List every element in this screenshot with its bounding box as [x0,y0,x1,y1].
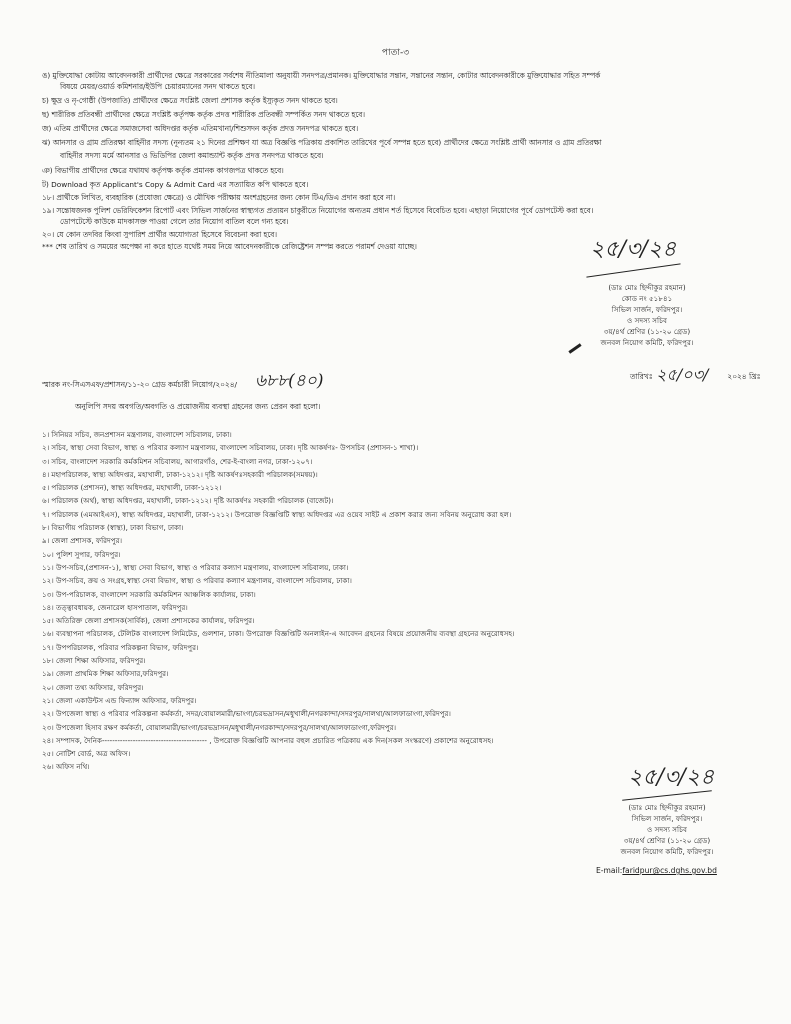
signature-2-name: (ডাঃ মোঃ ছিদ্দীকুর রহমান) [628,803,706,812]
condition-line: ১৮। প্রার্থীকে লিখিত, ব্যবহারিক (প্রযোজ্য ক্ষেত্রে) ও মৌখিক পরীক্ষায় অংশগ্রহনের জন্য কোন টিএ/ডিএ প্রদান করা হবে না। [42,193,396,202]
list-item: ১১। উপ-সচিব,(প্রশাসন-১), স্বাস্থ্য সেবা বিভাগ, স্বাস্থ্য ও পরিবার কল্যাণ মন্ত্রণালয়, বাংলাদেশ সচিবালয়, ঢাকা। [42,562,349,572]
condition-line: চ) ক্ষুদ্র ও নৃ-গোষ্ঠী (উপজাতি) প্রার্থীদের ক্ষেত্রে সংশ্লিষ্ট জেলা প্রশাসক কর্তৃক ইস্যুকৃত সনদ থাকতে হবে। [42,96,338,105]
signature-2-block [592,802,742,857]
condition-line: ২০। যে কোন তদবির কিংবা সুপারিশ প্রার্থীর অযোগ্যতা হিসেবে বিবেচনা করা হবে। [42,230,277,239]
email-label: E-mail: [596,866,623,875]
signature-1-name: (ডাঃ মোঃ ছিদ্দীকুর রহমান) [608,283,686,292]
list-item: ২১। জেলা একাউন্টস এন্ড ফিন্যান্স অফিসার, ফরিদপুর। [42,695,197,705]
list-item: ৯। জেলা প্রশাসক, ফরিদপুর। [42,536,123,546]
condition-line: ঞ) বিভাগীয় প্রার্থীদের ক্ষেত্রে যথাযথ কর্তৃপক্ষ কর্তৃক প্রমানক কাগজপত্র থাকতে হবে। [42,166,284,175]
signature-1-role: ও সদস্য সচিব [627,316,667,325]
condition-line: বিষয়ে মেয়র/ওয়ার্ড কমিশনার/ইউপি চেয়ারম্যানের সনদ থাকতে হবে। [60,82,255,91]
memo-date-label: তারিখঃ [630,372,653,381]
copy-intro: অনুলিপি সদয় অবগতি/অবগতি ও প্রয়োজনীয় ব্যবস্থা গ্রহনের জন্য প্রেরন করা হলো। [75,402,321,411]
list-item: ১৮। জেলা শিক্ষা অফিসার, ফরিদপুর। [42,656,146,666]
condition-line: ট) Download কৃত Applicant's Copy & Admit Card এর সত্যায়িত কপি থাকতে হবে। [42,180,309,189]
list-item: ১৯। জেলা প্রাথমিক শিক্ষা অফিসার,ফরিদপুর। [42,669,169,679]
signature-2-handwriting-text: ২৫/৩/২৪ [628,765,715,790]
list-item: ১৪। তত্ত্বাবধায়ক, জেনারেল হাসপাতাল, ফরিদপুর। [42,602,188,612]
list-item: ১৭। উপপরিচালক, পরিবার পরিকল্পনা বিভাগ, ফরিদপুর। [42,642,199,652]
list-item: ৬। পরিচালক (অর্থ), স্বাস্থ্য অধিদপ্তর, মহাখালী, ঢাকা-১২১২। দৃষ্টি আকর্ষণঃ সহকারী পরিচালক (বাজেট)। [42,496,334,506]
list-item: ২৪। সম্পাদক, দৈনিক----------------------------------------- , উপরোক্ত বিজ্ঞপ্তিটি আপনার বহুল প্রচারিত পত্রিকায় এক দিন(সকল সংস্করণে) প্রকাশের অনুরোধসহ। [42,735,494,745]
condition-line: জ) এতিম প্রার্থীদের ক্ষেত্রে সমাজসেবা অধিদপ্তর কর্তৃক এতিমখানা/শিশুসদন কর্তৃক প্রদত্ত সনদপত্র থাকতে হবে। [42,124,359,133]
condition-line: ঙ) মুক্তিযোদ্ধা কোটায় আবেদনকারী প্রার্থীদের ক্ষেত্রে সরকারের সর্বশেষ নীতিমালা অনুযায়ী সনদপত্র/প্রমানক। মুক্তিযোদ্ধার সন্তান, সন্তানের সন্তান, কোটার আবেদনকারীকে মুক্তিযোদ্ধার সহিত সম্পর্ক [42,71,601,80]
list-item: ১৬। ব্যবস্থাপনা পরিচালক, টেলিটক বাংলাদেশ লিমিটেড, গুলশান, ঢাকা। উপরোক্ত বিজ্ঞপ্তিটি অনলাইন-এ আবেদন গ্রহনের বিষয়ে প্রয়োজনীয় ব্যবস্থা গ্রহনের অনুরোধসহ। [42,629,515,639]
signature-2-committee: জনবল নিয়োগ কমিটি, ফরিদপুর। [620,847,714,856]
condition-line: *** শেষ তারিখ ও সময়ের অপেক্ষা না করে হাতে যথেষ্ট সময় নিয়ে আবেদনকারীকে রেজিষ্ট্রেশন সম্পন্ন করতে পরামর্শ দেওয়া যাচ্ছে। [42,242,417,251]
signature-1-handwriting-text: ২৫/৩/২৪ [590,237,677,262]
email-link[interactable]: faridpur@cs.dghs.gov.bd [622,866,717,875]
list-item: ২৫। নোটিশ বোর্ড, অত্র অফিস। [42,749,131,759]
signature-1-grade: ৩য়/৪র্থ শ্রেণির (১১-২০ গ্রেড) [603,327,691,336]
distribution-list [42,428,515,774]
memo-date-suffix: ২০২৪ খ্রিঃ [727,372,761,381]
list-item: ৮। বিভাগীয় পরিচালক (স্বাস্থ্য), ঢাকা বিভাগ, ঢাকা। [42,523,184,533]
condition-line: ডোপটেস্টে কাউকে মাদকাসক্ত পাওয়া গেলে তার নিয়োগ বাতিল বলে গন্য হবে। [60,217,289,226]
condition-line: ১৯। সন্তোষজনক পুলিশ ভেরিফিকেশন রিপোর্ট এবং সিভিল সার্জনের স্বাস্থ্যগত প্রত্যয়ন চাকুরীতে নিয়োগের অন্যতম প্রধান শর্ত হিসেবে বিবেচিত হবে। এছাড়া নিয়োগের পূর্বে ডোপটেস্ট করা হবে। [42,206,594,215]
list-item: ১০। পুলিশ সুপার, ফরিদপুর। [42,549,121,559]
condition-line: ছ) শারীরিক প্রতিবন্ধী প্রার্থীদের ক্ষেত্রে সংশ্লিষ্ট কর্তৃপক্ষ কর্তৃক প্রদত্ত শারীরিক প্রতিবন্ধী সম্পর্কিত সনদ থাকতে হবে। [42,110,365,119]
list-item: ২৩। উপজেলা হিসাব রক্ষণ কর্মকর্তা, বোয়ালমারী/ভাংগা/চরভদ্রাসন/মধুখালী/নগরকান্দা/সদরপুর/সালথা/আলফাডাংগা,ফরিদপুর। [42,722,397,732]
page-number: পাতা-৩ [381,48,410,58]
list-item: ১২। উপ-সচিব, ক্রয় ও সংগ্রহ,স্বাস্থ্য সেবা বিভাগ, স্বাস্থ্য ও পরিবার কল্যাণ মন্ত্রণালয়, বাংলাদেশ সচিবালয়, ঢাকা। [42,576,352,586]
condition-line: বাহিনীর সদস্য মর্মে আনসার ও ভিডিপির জেলা কমান্ড্যান্ট কর্তৃক প্রদত্ত সনদপত্র থাকতে হবে। [60,151,324,160]
memo-number-label: স্মারক নং-সিএসএফ/প্রশাসন/১১-২০ গ্রেড কর্মচারী নিয়োগ/২০২৪/ [42,380,238,389]
email-line [596,866,717,875]
list-item: ৩। সচিব, বাংলাদেশ সরকারি কর্মকমিশন সচিবালয়, আগারগাঁও, শের-ই-বাংলা নগর, ঢাকা-১২০৭। [42,456,313,466]
list-item: ৪। মহাপরিচালক, স্বাস্থ্য অধিদপ্তর, মহাখালী, ঢাকা-১২১২। দৃষ্টি আকর্ষণঃসহকারী পরিচালক(সমন্বয়)। [42,469,318,479]
signature-2-grade: ৩য়/৪র্থ শ্রেণির (১১-২০ গ্রেড) [623,836,711,845]
memo-number-handwritten: ৬৮৮(৪০) [255,371,324,391]
list-item: ১। সিনিয়র সচিব, জনপ্রশাসন মন্ত্রণালয়, বাংলাদেশ সচিবালয়, ঢাকা। [42,430,232,439]
signature-1-committee: জনবল নিয়োগ কমিটি, ফরিদপুর। [600,338,694,347]
signature-1-code: কোড নং ৫১৮৪১ [621,294,673,303]
memo-date-handwritten: ২৫/০৩/ [656,365,709,384]
list-item: ২। সচিব, স্বাস্থ্য সেবা বিভাগ, স্বাস্থ্য ও পরিবার কল্যাণ মন্ত্রণালয়, বাংলাদেশ সচিবালয়, ঢাকা। দৃষ্টি আকর্ষণঃ- উপসচিব (প্রশাসন-১ শাখা)। [42,443,419,453]
list-item: ১৫। অতিরিক্ত জেলা প্রশাসক(সার্বিক), জেলা প্রশাসকের কার্যালয়, ফরিদপুর। [42,616,255,626]
condition-line: ঝ) আনসার ও গ্রাম প্রতিরক্ষা বাহিনীর সদস্য (নূন্যতম ২১ দিনের প্রশিক্ষণ যা অত্র বিজ্ঞপ্তি পত্রিকায় প্রকাশিত তারিখের পূর্বে সম্পন্ন হতে হবে) প্রার্থীদের ক্ষেত্রে সংশ্লিষ্ট প্রার্থী আনসার ও গ্রাম প্রতিরক্ষা [42,138,602,147]
signature-1-handwriting [590,232,676,269]
signature-2-title: সিভিল সার্জন, ফরিদপুর। [631,814,703,823]
signature-2-role: ও সদস্য সচিব [647,825,687,834]
list-item: ২০। জেলা তথ্য অফিসার, ফরিদপুর। [42,682,144,692]
signature-1-title: সিভিল সার্জন, ফরিদপুর। [611,305,683,314]
list-item: ১৩। উপ-পরিচালক, বাংলাদেশ সরকারি কর্মকমিশন আঞ্চলিক কার্যালয়, ঢাকা। [42,589,256,599]
signature-1-block [572,282,722,348]
list-item: ৭। পরিচালক (এমআইএস), স্বাস্থ্য অধিদপ্তর, মহাখালী, ঢাকা-১২১২। উপরোক্ত বিজ্ঞপ্তিটি স্বাস্থ্য অধিদপ্তর এর ওয়েব সাইট এ প্রকাশ করার জন্য সবিনয় অনুরোধ করা হল। [42,509,512,519]
list-item: ২২। উপজেলা স্বাস্থ্য ও পরিবার পরিকল্পনা কর্মকর্তা, সদর/বোয়ালমারী/ভাংগা/চরভদ্রাসন/মধুখালী/নগরকান্দা/সদরপুর/সালথা/আলফাডাংগা,ফরিদপুর। [42,709,451,719]
list-item: ২৬। অফিস নথি। [42,762,90,772]
list-item: ৫। পরিচালক (প্রশাসন), স্বাস্থ্য অধিদপ্তর, মহাখালী, ঢাকা-১২১২। [42,483,222,493]
